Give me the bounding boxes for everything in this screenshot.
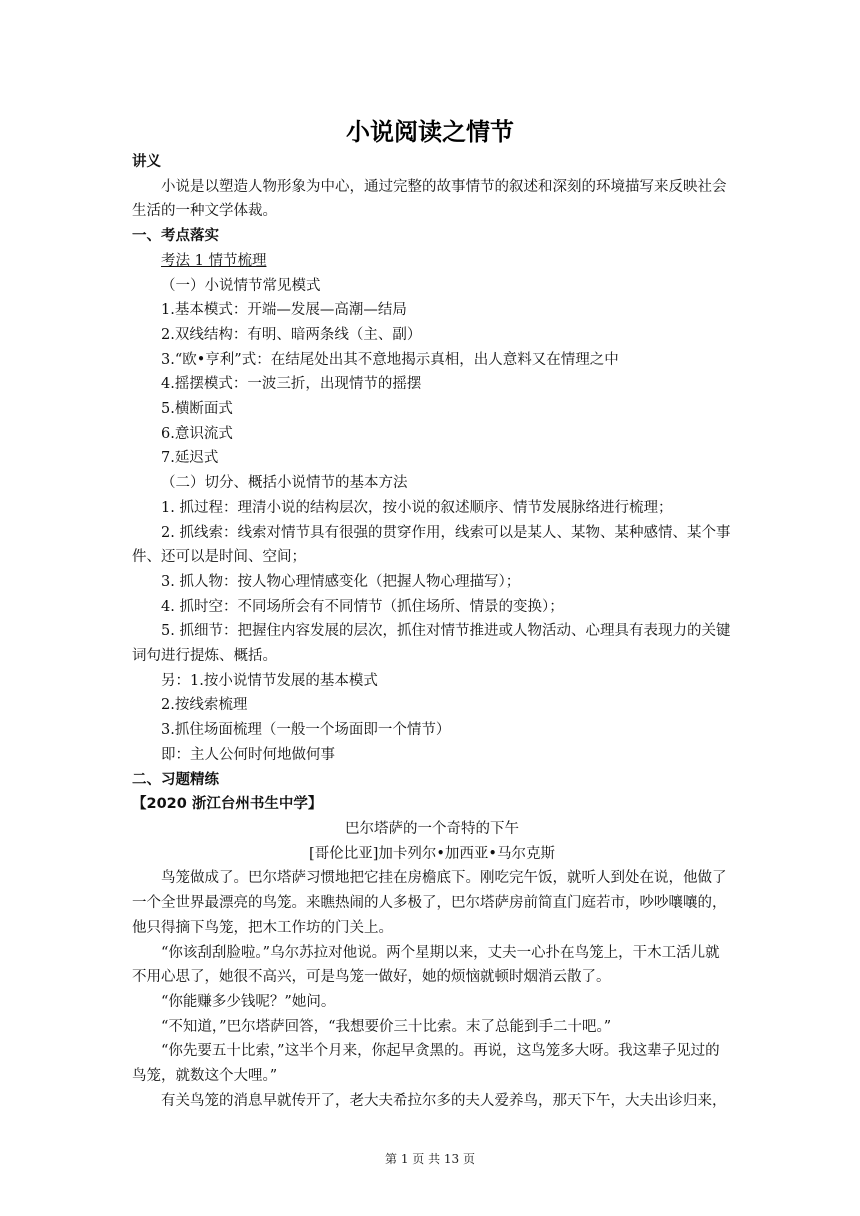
- mode-item: 5.横断面式: [161, 401, 233, 418]
- kaofa-heading: 考法 1 情节梳理: [161, 252, 267, 269]
- mode-item: 7.延迟式: [161, 450, 219, 467]
- mode-item: 2.双线结构：有明、暗两条线（主、副）: [161, 326, 422, 343]
- method-item: 4. 抓时空：不同场所会有不同情节（抓住场所、情景的变换）；: [161, 598, 564, 615]
- section-heading-jiangyi: 讲义: [132, 154, 161, 170]
- method-item: 5. 抓细节：把握住内容发展的层次，抓住对情节推进或人物活动、心理具有表现力的关键词句进行提炼、概括。: [132, 623, 731, 665]
- mode-item: 3.“欧•亨利”式：在结尾处出其不意地揭示真相，出人意料又在情理之中: [161, 351, 619, 368]
- story-paragraph: “你能赚多少钱呢？”她问。: [161, 993, 336, 1010]
- mode-item: 1.基本模式：开端—发展—高潮—结局: [161, 302, 407, 319]
- story-paragraph: “你先要五十比索，”这半个月来，你起早贪黑的。再说，这鸟笼多大呀。我这辈子见过的鸟笼，就数这个大哩。”: [132, 1043, 720, 1085]
- section-heading-2: 二、习题精练: [132, 771, 219, 788]
- story-paragraph: “你该刮刮脸啦。”乌尔苏拉对他说。两个星期以来，丈夫一心扑在鸟笼上，干木工活儿就不用心思了，她很不高兴，可是鸟笼一做好，她的烦恼就顿时烟消云散了。: [132, 944, 720, 986]
- story-paragraph: “不知道，”巴尔塔萨回答，“我想要价三十比索。末了总能到手二十吧。”: [161, 1018, 612, 1035]
- story-author: [哥伦比亚]加卡列尔•加西亚•马尔克斯: [309, 845, 555, 862]
- mode-item: 4.摇摆模式：一波三折，出现情节的摇摆: [161, 376, 422, 393]
- story-paragraph: 鸟笼做成了。巴尔塔萨习惯地把它挂在房檐底下。刚吃完午饭，就听人到处在说，他做了一个全世界最漂亮的鸟笼。来瞧热闹的人多极了，巴尔塔萨房前简直门庭若市，吵吵嚷嚷的，他只得摘下鸟笼，把木工作坊的门关上。: [132, 870, 727, 936]
- page-footer: 第 1 页 共 13 页: [385, 1152, 475, 1166]
- method-item: 1. 抓过程：理清小说的结构层次，按小说的叙述顺序、情节发展脉络进行梳理；: [161, 499, 673, 516]
- method-item: 3. 抓人物：按人物心理情感变化（把握人物心理描写）；: [161, 573, 521, 590]
- section-heading-1: 一、考点落实: [132, 228, 219, 245]
- method-item: 2. 抓线索：线索对情节具有很强的贯穿作用，线索可以是某人、某物、某种感情、某个事件、还可以是时间、空间；: [132, 524, 731, 566]
- another-line: 2.按线索梳理: [161, 697, 248, 714]
- story-title: 巴尔塔萨的一个奇特的下午: [345, 820, 519, 837]
- another-line: 即：主人公何时何地做何事: [161, 746, 335, 763]
- another-line: 3.抓住场面梳理（一般一个场面即一个情节）: [161, 722, 451, 739]
- subheading-modes: （一）小说情节常见模式: [161, 277, 321, 294]
- another-line: 另：1.按小说情节发展的基本模式: [161, 672, 378, 689]
- subheading-methods: （二）切分、概括小说情节的基本方法: [161, 475, 408, 492]
- page-title: 小说阅读之情节: [346, 118, 514, 146]
- source-label: 【2020 浙江台州书生中学】: [132, 796, 323, 813]
- document-body: [132, 150, 732, 1113]
- intro-paragraph: 小说是以塑造人物形象为中心，通过完整的故事情节的叙述和深刻的环境描写来反映社会生活的一种文学体裁。: [132, 178, 727, 220]
- mode-item: 6.意识流式: [161, 425, 233, 442]
- story-paragraph: 有关鸟笼的消息早就传开了，老大夫希拉尔多的夫人爱养鸟，那天下午，大夫出诊归来，: [161, 1092, 727, 1109]
